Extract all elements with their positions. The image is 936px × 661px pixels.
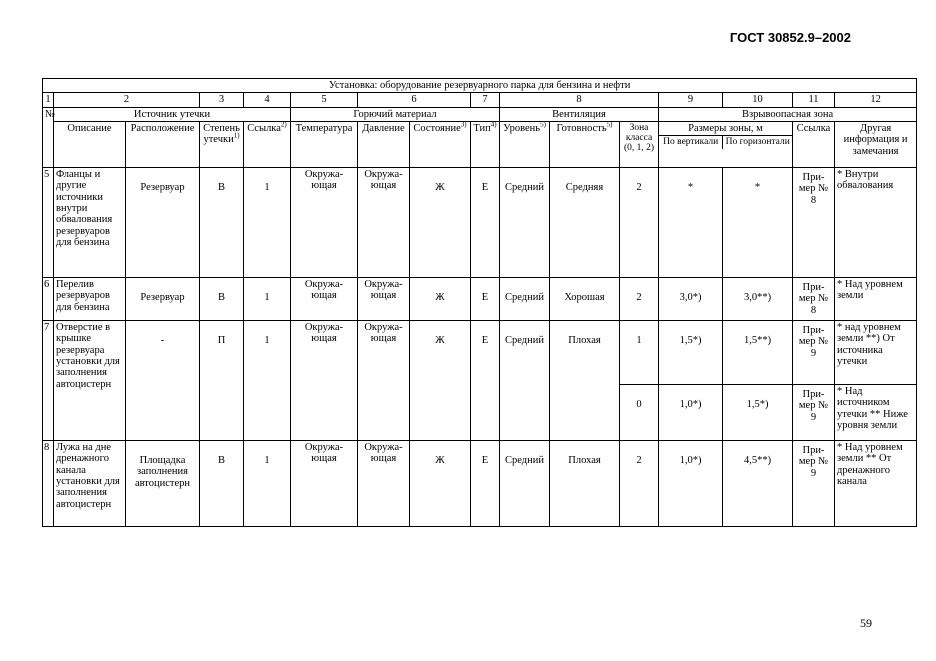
zone-classification-table: [42, 78, 917, 527]
pressure-header: Давление: [358, 121, 410, 167]
ventilation-type: Е: [471, 440, 500, 526]
zone-class: 1: [620, 320, 659, 384]
temperature-header: Температура: [291, 121, 358, 167]
zone-notes: * Над уровнем земли: [835, 277, 917, 320]
ventilation-type: Е: [471, 167, 500, 277]
leak-source-location: -: [126, 320, 200, 440]
zone-horizontal-size: 1,5**): [723, 320, 793, 384]
ventilation-level: Средний: [500, 277, 550, 320]
zone-notes: * Над источником утечки ** Ниже уровня земли: [835, 384, 917, 440]
zone-class-header: Зона класса (0, 1, 2): [620, 121, 659, 167]
zone-class: 2: [620, 167, 659, 277]
leak-source-location: Площадка заполнения автоцистерн: [126, 440, 200, 526]
column-number: 1: [43, 93, 54, 107]
column-number: 5: [291, 93, 358, 107]
readiness-header: Готовность$^{5)}$: [550, 121, 620, 167]
zone-class: 2: [620, 440, 659, 526]
zone-vertical-size: 1,0*): [659, 384, 723, 440]
leak-source-header: Источник утечки: [54, 107, 291, 121]
material-pressure: Окружа-ющая: [358, 277, 410, 320]
vertical-header: По вертикали: [659, 136, 723, 148]
leak-source-description: Перелив резервуаров для бензина: [54, 277, 126, 320]
zone-horizontal-size: 1,5*): [723, 384, 793, 440]
material-pressure: Окружа-ющая: [358, 440, 410, 526]
leak-reference: 1: [244, 320, 291, 440]
ventilation-level: Средний: [500, 167, 550, 277]
ventilation-level: Средний: [500, 320, 550, 440]
reference-header: Ссылка$^{2)}$: [244, 121, 291, 167]
column-number: 8: [500, 93, 659, 107]
zone-horizontal-size: 3,0**): [723, 277, 793, 320]
row-number: 6: [43, 277, 54, 320]
column-numbers-row: [43, 93, 917, 107]
zone-notes: * над уровнем земли **) От источника утечки: [835, 320, 917, 384]
material-temperature: Окружа-ющая: [291, 320, 358, 440]
zone-reference: При-мер № 8: [793, 277, 835, 320]
leak-degree: П: [200, 320, 244, 440]
ventilation-level: Средний: [500, 440, 550, 526]
leak-source-description: Отверстие в крышке резервуара установки для заполнения автоцистерн: [54, 320, 126, 440]
zone-horizontal-size: 4,5**): [723, 440, 793, 526]
standard-designation: ГОСТ 30852.9–2002: [729, 30, 851, 45]
leak-source-description: Фланцы и другие источники внутри обвалования резервуаров для бензина: [54, 167, 126, 277]
zone-reference: При-мер № 9: [793, 440, 835, 526]
location-header: Расположение: [126, 121, 200, 167]
table-row: [43, 320, 917, 384]
combustible-header: Горючий материал: [291, 107, 500, 121]
page-number: 59: [860, 616, 872, 630]
table-row: [43, 167, 917, 277]
level-header: Уровень$^{5)}$: [500, 121, 550, 167]
material-state: Ж: [410, 320, 471, 440]
leak-reference: 1: [244, 167, 291, 277]
leak-source-location: Резервуар: [126, 277, 200, 320]
zone-vertical-size: 3,0*): [659, 277, 723, 320]
material-pressure: Окружа-ющая: [358, 167, 410, 277]
material-temperature: Окружа-ющая: [291, 167, 358, 277]
material-pressure: Окружа-ющая: [358, 320, 410, 440]
material-temperature: Окружа-ющая: [291, 440, 358, 526]
description-header: Описание: [54, 121, 126, 167]
ventilation-readiness: Плохая: [550, 440, 620, 526]
ventilation-type: Е: [471, 277, 500, 320]
installation-title: Установка: оборудование резервуарного парка для бензина и нефти: [43, 79, 917, 93]
vent-type-header: Тип$^{4)}$: [471, 121, 500, 167]
leak-source-description: Лужа на дне дренажного канала установки для заполнения автоцистерн: [54, 440, 126, 526]
zone-reference-header: Ссылка: [793, 121, 835, 167]
column-number: 10: [723, 93, 793, 107]
column-number: 3: [200, 93, 244, 107]
column-number: 4: [244, 93, 291, 107]
zone-class: 2: [620, 277, 659, 320]
leak-degree-header: Степень утечки$^{1)}$: [200, 121, 244, 167]
leak-degree: В: [200, 277, 244, 320]
column-number: 9: [659, 93, 723, 107]
table-row: [43, 277, 917, 320]
leak-reference: 1: [244, 440, 291, 526]
zone-vertical-size: 1,5*): [659, 320, 723, 384]
zone-notes: * Внутри обвалования: [835, 167, 917, 277]
zone-sizes-title: Размеры зоны, м: [659, 122, 792, 136]
ventilation-type: Е: [471, 320, 500, 440]
zone-notes: * Над уровнем земли ** От дренажного канала: [835, 440, 917, 526]
leak-degree: В: [200, 440, 244, 526]
zone-reference: При-мер № 9: [793, 320, 835, 384]
material-state: Ж: [410, 167, 471, 277]
column-number: 2: [54, 93, 200, 107]
horizontal-header: По горизонтали: [725, 137, 790, 148]
state-header: Состояние$^{3)}$: [410, 121, 471, 167]
leak-source-location: Резервуар: [126, 167, 200, 277]
zone-vertical-size: 1,0*): [659, 440, 723, 526]
zone-horizontal-size: *: [723, 167, 793, 277]
column-number: 6: [358, 93, 471, 107]
material-state: Ж: [410, 277, 471, 320]
zone-class: 0: [620, 384, 659, 440]
row-number: 5: [43, 167, 54, 277]
row-number: 7: [43, 320, 54, 440]
zone-vertical-size: *: [659, 167, 723, 277]
ventilation-header: Вентиляция: [500, 107, 659, 121]
material-state: Ж: [410, 440, 471, 526]
zone-reference: При-мер № 9: [793, 384, 835, 440]
leak-degree: В: [200, 167, 244, 277]
hazard-zone-header: Взрывоопасная зона: [659, 107, 917, 121]
zone-reference: При-мер № 8: [793, 167, 835, 277]
ventilation-readiness: Плохая: [550, 320, 620, 440]
row-number-header: №: [43, 107, 54, 167]
column-number: 12: [835, 93, 917, 107]
other-info-header: Другая информация и замечания: [835, 121, 917, 167]
column-number: 7: [471, 93, 500, 107]
ventilation-readiness: Средняя: [550, 167, 620, 277]
column-number: 11: [793, 93, 835, 107]
row-number: 8: [43, 440, 54, 526]
zone-sizes-header: [659, 121, 793, 167]
table-row: [43, 440, 917, 526]
leak-reference: 1: [244, 277, 291, 320]
ventilation-readiness: Хорошая: [550, 277, 620, 320]
table-body: [43, 167, 917, 526]
material-temperature: Окружа-ющая: [291, 277, 358, 320]
